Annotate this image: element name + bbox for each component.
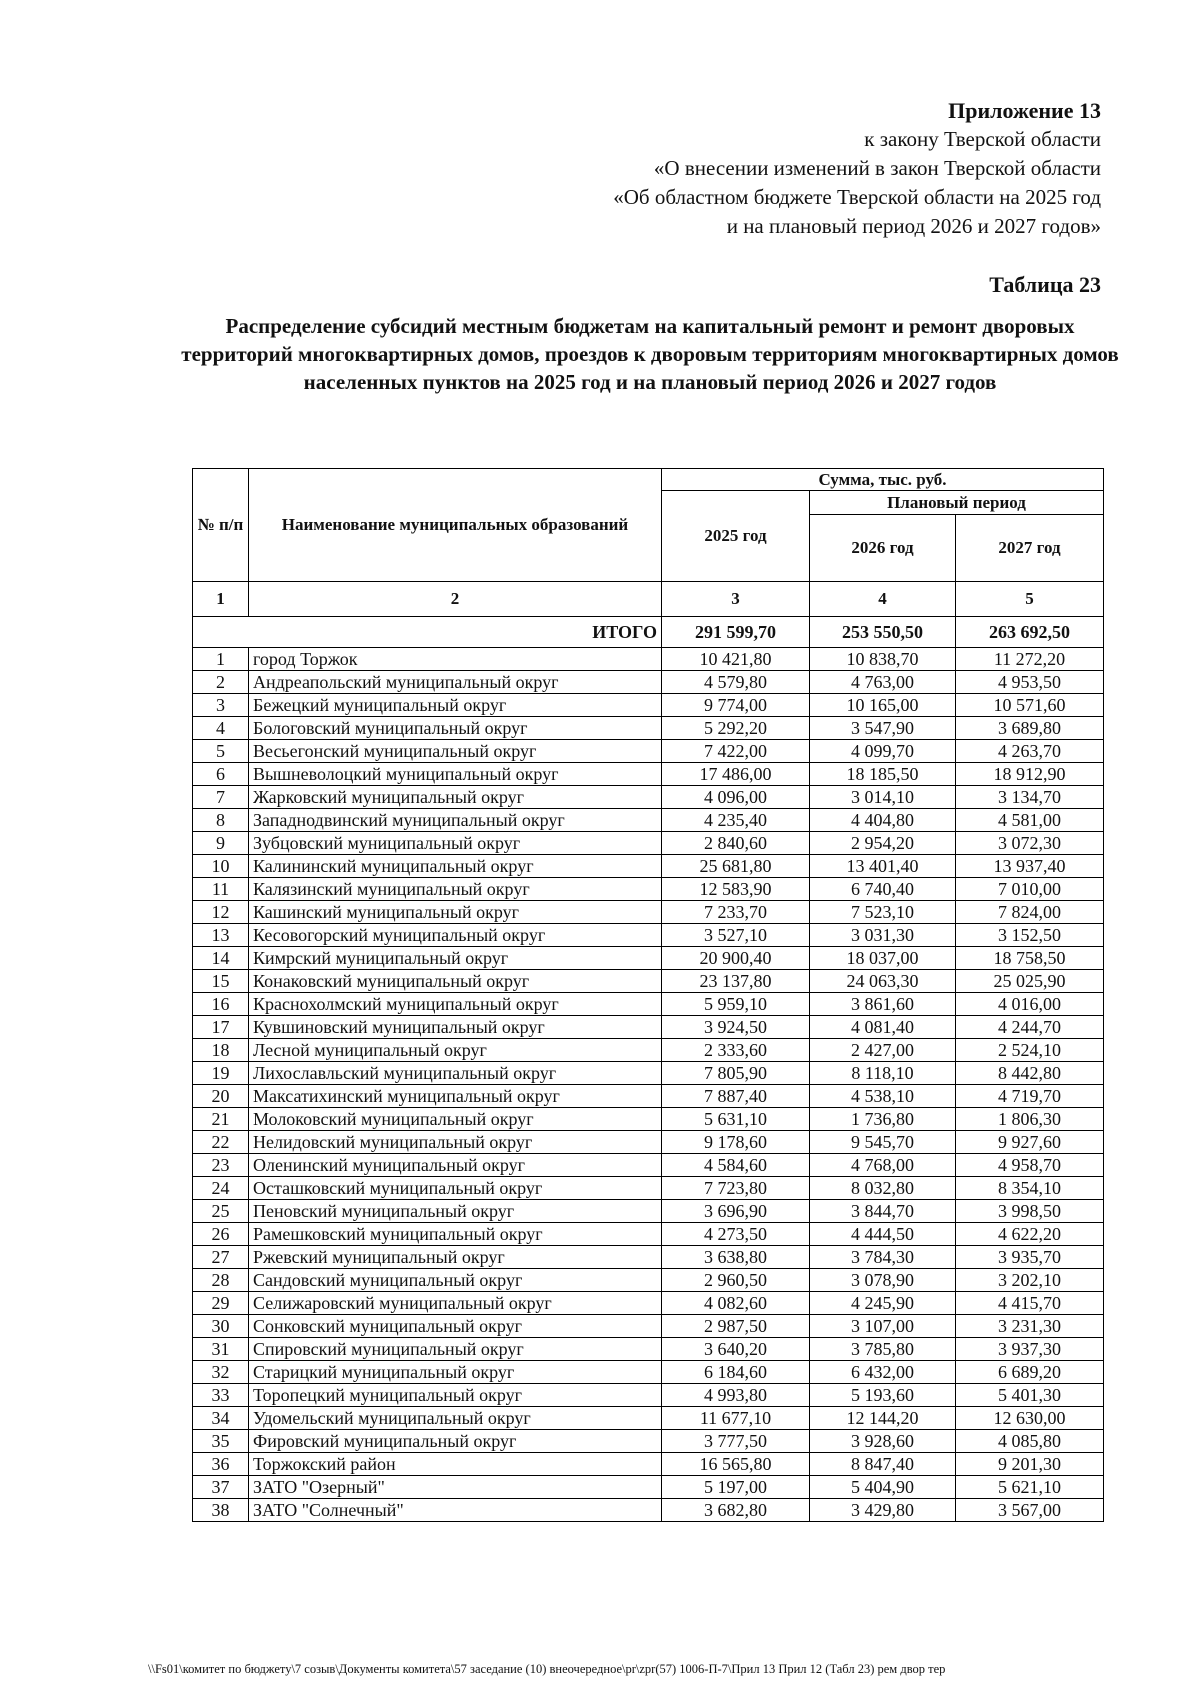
amount-2027: 4 085,80: [956, 1430, 1104, 1453]
table-row: [193, 740, 1104, 763]
amount-2026: 3 928,60: [810, 1430, 956, 1453]
amount-2026: 3 861,60: [810, 993, 956, 1016]
municipality-name: Нелидовский муниципальный округ: [249, 1131, 662, 1154]
amount-2025: 16 565,80: [662, 1453, 810, 1476]
amount-2026: 8 032,80: [810, 1177, 956, 1200]
amount-2027: 5 621,10: [956, 1476, 1104, 1499]
amount-2027: 8 442,80: [956, 1062, 1104, 1085]
table-row: [193, 1315, 1104, 1338]
amount-2026: 2 427,00: [810, 1039, 956, 1062]
table-row: [193, 855, 1104, 878]
appendix-line-3: «Об областном бюджете Тверской области на 2025 год: [613, 185, 1101, 209]
amount-2025: 23 137,80: [662, 970, 810, 993]
municipality-name: Западнодвинский муниципальный округ: [249, 809, 662, 832]
amount-2026: 3 785,80: [810, 1338, 956, 1361]
amount-2026: 3 547,90: [810, 717, 956, 740]
table-row: [193, 648, 1104, 671]
amount-2027: 3 935,70: [956, 1246, 1104, 1269]
table-row: [193, 1430, 1104, 1453]
amount-2026: 4 444,50: [810, 1223, 956, 1246]
amount-2026: 12 144,20: [810, 1407, 956, 1430]
amount-2025: 7 233,70: [662, 901, 810, 924]
row-number: 27: [193, 1246, 249, 1269]
amount-2026: 4 099,70: [810, 740, 956, 763]
table-row: [193, 1177, 1104, 1200]
table-row: [193, 1039, 1104, 1062]
municipality-name: Удомельский муниципальный округ: [249, 1407, 662, 1430]
table-row: [193, 1361, 1104, 1384]
amount-2025: 3 638,80: [662, 1246, 810, 1269]
amount-2025: 3 682,80: [662, 1499, 810, 1522]
municipality-name: Кувшиновский муниципальный округ: [249, 1016, 662, 1039]
row-number: 20: [193, 1085, 249, 1108]
table-row: [193, 1476, 1104, 1499]
table-row: [193, 1154, 1104, 1177]
amount-2027: 3 937,30: [956, 1338, 1104, 1361]
row-number: 10: [193, 855, 249, 878]
amount-2027: 4 016,00: [956, 993, 1104, 1016]
amount-2027: 4 622,20: [956, 1223, 1104, 1246]
amount-2025: 2 960,50: [662, 1269, 810, 1292]
municipality-name: Сандовский муниципальный округ: [249, 1269, 662, 1292]
amount-2027: 8 354,10: [956, 1177, 1104, 1200]
municipality-name: Бологовский муниципальный округ: [249, 717, 662, 740]
amount-2027: 7 010,00: [956, 878, 1104, 901]
municipality-name: Старицкий муниципальный округ: [249, 1361, 662, 1384]
table-row: [193, 1338, 1104, 1361]
table-row: [193, 970, 1104, 993]
amount-2027: 10 571,60: [956, 694, 1104, 717]
amount-2025: 3 777,50: [662, 1430, 810, 1453]
header-plan-period: Плановый период: [810, 491, 1104, 515]
amount-2027: 4 719,70: [956, 1085, 1104, 1108]
amount-2025: 2 840,60: [662, 832, 810, 855]
header-2027: 2027 год: [956, 515, 1104, 582]
column-number: 3: [662, 582, 810, 617]
amount-2027: 6 689,20: [956, 1361, 1104, 1384]
row-number: 25: [193, 1200, 249, 1223]
row-number: 36: [193, 1453, 249, 1476]
total-label: ИТОГО: [193, 617, 662, 648]
municipality-name: Кесовогорский муниципальный округ: [249, 924, 662, 947]
amount-2026: 4 763,00: [810, 671, 956, 694]
amount-2026: 2 954,20: [810, 832, 956, 855]
table-row: [193, 1085, 1104, 1108]
municipality-name: ЗАТО "Солнечный": [249, 1499, 662, 1522]
amount-2026: 3 014,10: [810, 786, 956, 809]
amount-2027: 1 806,30: [956, 1108, 1104, 1131]
amount-2025: 6 184,60: [662, 1361, 810, 1384]
amount-2027: 3 567,00: [956, 1499, 1104, 1522]
amount-2026: 4 538,10: [810, 1085, 956, 1108]
amount-2027: 3 202,10: [956, 1269, 1104, 1292]
amount-2025: 5 197,00: [662, 1476, 810, 1499]
appendix-line-2: «О внесении изменений в закон Тверской области: [653, 156, 1101, 180]
row-number: 11: [193, 878, 249, 901]
appendix-title: Приложение 13: [948, 98, 1101, 123]
amount-2027: 11 272,20: [956, 648, 1104, 671]
row-number: 16: [193, 993, 249, 1016]
amount-2025: 3 696,90: [662, 1200, 810, 1223]
amount-2027: 9 201,30: [956, 1453, 1104, 1476]
amount-2025: 17 486,00: [662, 763, 810, 786]
amount-2025: 4 082,60: [662, 1292, 810, 1315]
table-row: [193, 878, 1104, 901]
header-2025: 2025 год: [662, 491, 810, 582]
municipality-name: Рамешковский муниципальный округ: [249, 1223, 662, 1246]
amount-2027: 4 415,70: [956, 1292, 1104, 1315]
row-number: 26: [193, 1223, 249, 1246]
municipality-name: Зубцовский муниципальный округ: [249, 832, 662, 855]
row-number: 4: [193, 717, 249, 740]
row-number: 19: [193, 1062, 249, 1085]
table-row: [193, 993, 1104, 1016]
table-row: [193, 1246, 1104, 1269]
municipality-name: Калязинский муниципальный округ: [249, 878, 662, 901]
amount-2027: 18 758,50: [956, 947, 1104, 970]
municipality-name: Оленинский муниципальный округ: [249, 1154, 662, 1177]
row-number: 38: [193, 1499, 249, 1522]
amount-2026: 24 063,30: [810, 970, 956, 993]
table-row: [193, 1407, 1104, 1430]
row-number: 21: [193, 1108, 249, 1131]
municipality-name: Бежецкий муниципальный округ: [249, 694, 662, 717]
municipality-name: Лесной муниципальный округ: [249, 1039, 662, 1062]
table-row: [193, 671, 1104, 694]
amount-2026: 18 037,00: [810, 947, 956, 970]
table-row: [193, 1292, 1104, 1315]
amount-2027: 4 581,00: [956, 809, 1104, 832]
table-row: [193, 1062, 1104, 1085]
municipality-name: Андреапольский муниципальный округ: [249, 671, 662, 694]
amount-2027: 3 689,80: [956, 717, 1104, 740]
file-path-footer: \\Fs01\комитет по бюджету\7 созыв\Документы комитета\57 заседание (10) внеочередное\pr\zpr(57) 1006-П-7\Прил 13 Прил 12 (Табл 23) рем двор тер: [148, 1662, 946, 1676]
table-row: [193, 717, 1104, 740]
amount-2025: 7 723,80: [662, 1177, 810, 1200]
header-number: № п/п: [193, 469, 249, 582]
column-number: 1: [193, 582, 249, 617]
amount-2026: 3 078,90: [810, 1269, 956, 1292]
amount-2025: 5 292,20: [662, 717, 810, 740]
row-number: 3: [193, 694, 249, 717]
amount-2025: 4 579,80: [662, 671, 810, 694]
row-number: 12: [193, 901, 249, 924]
municipality-name: Конаковский муниципальный округ: [249, 970, 662, 993]
amount-2025: 3 924,50: [662, 1016, 810, 1039]
municipality-name: Осташковский муниципальный округ: [249, 1177, 662, 1200]
amount-2026: 1 736,80: [810, 1108, 956, 1131]
amount-2025: 7 887,40: [662, 1085, 810, 1108]
row-number: 9: [193, 832, 249, 855]
table-row: [193, 694, 1104, 717]
municipality-name: город Торжок: [249, 648, 662, 671]
amount-2025: 5 631,10: [662, 1108, 810, 1131]
header-sum: Сумма, тыс. руб.: [662, 469, 1104, 491]
amount-2025: 3 527,10: [662, 924, 810, 947]
amount-2027: 3 134,70: [956, 786, 1104, 809]
municipality-name: Лихославльский муниципальный округ: [249, 1062, 662, 1085]
amount-2025: 7 805,90: [662, 1062, 810, 1085]
row-number: 33: [193, 1384, 249, 1407]
amount-2026: 8 118,10: [810, 1062, 956, 1085]
amount-2025: 9 178,60: [662, 1131, 810, 1154]
row-number: 32: [193, 1361, 249, 1384]
table-row: [193, 924, 1104, 947]
amount-2026: 18 185,50: [810, 763, 956, 786]
table-row: [193, 901, 1104, 924]
row-number: 18: [193, 1039, 249, 1062]
total-2026: 253 550,50: [810, 617, 956, 648]
row-number: 14: [193, 947, 249, 970]
municipality-name: Весьегонский муниципальный округ: [249, 740, 662, 763]
municipality-name: Спировский муниципальный округ: [249, 1338, 662, 1361]
document-title: Распределение субсидий местным бюджетам на капитальный ремонт и ремонт дворовых территорий многоквартирных домов, проездов к дворовым территориям многоквартирных домов населенных пунктов на 2025 год и на плановый период 2026 и 2027 годов: [181, 314, 1119, 394]
municipality-name: Кашинский муниципальный округ: [249, 901, 662, 924]
row-number: 5: [193, 740, 249, 763]
amount-2025: 4 993,80: [662, 1384, 810, 1407]
amount-2025: 4 235,40: [662, 809, 810, 832]
amount-2026: 4 404,80: [810, 809, 956, 832]
municipality-name: Максатихинский муниципальный округ: [249, 1085, 662, 1108]
amount-2026: 13 401,40: [810, 855, 956, 878]
municipality-name: Торжокский район: [249, 1453, 662, 1476]
subsidy-table: [192, 468, 1104, 1522]
municipality-name: Сонковский муниципальный округ: [249, 1315, 662, 1338]
row-number: 35: [193, 1430, 249, 1453]
municipality-name: Фировский муниципальный округ: [249, 1430, 662, 1453]
municipality-name: ЗАТО "Озерный": [249, 1476, 662, 1499]
amount-2026: 4 081,40: [810, 1016, 956, 1039]
table-row: [193, 1108, 1104, 1131]
table-body: [193, 648, 1104, 1522]
amount-2025: 25 681,80: [662, 855, 810, 878]
municipality-name: Вышневолоцкий муниципальный округ: [249, 763, 662, 786]
municipality-name: Молоковский муниципальный округ: [249, 1108, 662, 1131]
row-number: 8: [193, 809, 249, 832]
amount-2027: 7 824,00: [956, 901, 1104, 924]
amount-2027: 13 937,40: [956, 855, 1104, 878]
total-2025: 291 599,70: [662, 617, 810, 648]
total-row: [193, 617, 1104, 648]
amount-2026: 5 404,90: [810, 1476, 956, 1499]
municipality-name: Кимрский муниципальный округ: [249, 947, 662, 970]
municipality-name: Селижаровский муниципальный округ: [249, 1292, 662, 1315]
column-number-row: [193, 582, 1104, 617]
amount-2026: 5 193,60: [810, 1384, 956, 1407]
table-row: [193, 809, 1104, 832]
municipality-name: Ржевский муниципальный округ: [249, 1246, 662, 1269]
amount-2026: 10 165,00: [810, 694, 956, 717]
amount-2027: 2 524,10: [956, 1039, 1104, 1062]
table-row: [193, 1384, 1104, 1407]
amount-2026: 6 432,00: [810, 1361, 956, 1384]
row-number: 24: [193, 1177, 249, 1200]
row-number: 6: [193, 763, 249, 786]
table-row: [193, 1269, 1104, 1292]
amount-2025: 11 677,10: [662, 1407, 810, 1430]
amount-2027: 3 152,50: [956, 924, 1104, 947]
amount-2025: 12 583,90: [662, 878, 810, 901]
municipality-name: Жарковский муниципальный округ: [249, 786, 662, 809]
amount-2025: 2 333,60: [662, 1039, 810, 1062]
amount-2025: 9 774,00: [662, 694, 810, 717]
amount-2025: 10 421,80: [662, 648, 810, 671]
table-row: [193, 1453, 1104, 1476]
table-row: [193, 1200, 1104, 1223]
column-number: 5: [956, 582, 1104, 617]
table-row: [193, 1223, 1104, 1246]
amount-2027: 12 630,00: [956, 1407, 1104, 1430]
amount-2026: 3 844,70: [810, 1200, 956, 1223]
amount-2026: 7 523,10: [810, 901, 956, 924]
amount-2025: 20 900,40: [662, 947, 810, 970]
appendix-line-1: к закону Тверской области: [864, 127, 1101, 151]
amount-2025: 4 096,00: [662, 786, 810, 809]
row-number: 34: [193, 1407, 249, 1430]
amount-2025: 2 987,50: [662, 1315, 810, 1338]
amount-2026: 3 107,00: [810, 1315, 956, 1338]
amount-2027: 9 927,60: [956, 1131, 1104, 1154]
row-number: 17: [193, 1016, 249, 1039]
amount-2026: 9 545,70: [810, 1131, 956, 1154]
row-number: 30: [193, 1315, 249, 1338]
header-name: Наименование муниципальных образований: [249, 469, 662, 582]
amount-2027: 3 998,50: [956, 1200, 1104, 1223]
row-number: 15: [193, 970, 249, 993]
municipality-name: Пеновский муниципальный округ: [249, 1200, 662, 1223]
amount-2027: 5 401,30: [956, 1384, 1104, 1407]
amount-2026: 3 784,30: [810, 1246, 956, 1269]
row-number: 23: [193, 1154, 249, 1177]
table-label: Таблица 23: [989, 272, 1101, 297]
amount-2026: 3 031,30: [810, 924, 956, 947]
amount-2027: 4 958,70: [956, 1154, 1104, 1177]
amount-2027: 25 025,90: [956, 970, 1104, 993]
table-row: [193, 947, 1104, 970]
header-2026: 2026 год: [810, 515, 956, 582]
amount-2027: 4 244,70: [956, 1016, 1104, 1039]
column-number: 2: [249, 582, 662, 617]
amount-2026: 4 245,90: [810, 1292, 956, 1315]
total-2027: 263 692,50: [956, 617, 1104, 648]
table-row: [193, 763, 1104, 786]
row-number: 1: [193, 648, 249, 671]
municipality-name: Краснохолмский муниципальный округ: [249, 993, 662, 1016]
amount-2026: 8 847,40: [810, 1453, 956, 1476]
amount-2026: 10 838,70: [810, 648, 956, 671]
row-number: 22: [193, 1131, 249, 1154]
table-row: [193, 786, 1104, 809]
appendix-line-4: и на плановый период 2026 и 2027 годов»: [726, 214, 1101, 238]
amount-2026: 3 429,80: [810, 1499, 956, 1522]
amount-2027: 3 072,30: [956, 832, 1104, 855]
table-row: [193, 1016, 1104, 1039]
amount-2026: 4 768,00: [810, 1154, 956, 1177]
row-number: 28: [193, 1269, 249, 1292]
amount-2027: 3 231,30: [956, 1315, 1104, 1338]
row-number: 7: [193, 786, 249, 809]
amount-2025: 7 422,00: [662, 740, 810, 763]
amount-2027: 4 953,50: [956, 671, 1104, 694]
row-number: 37: [193, 1476, 249, 1499]
municipality-name: Калининский муниципальный округ: [249, 855, 662, 878]
amount-2025: 5 959,10: [662, 993, 810, 1016]
table-row: [193, 832, 1104, 855]
amount-2025: 3 640,20: [662, 1338, 810, 1361]
table-row: [193, 1499, 1104, 1522]
amount-2025: 4 273,50: [662, 1223, 810, 1246]
amount-2025: 4 584,60: [662, 1154, 810, 1177]
appendix-header: [613, 96, 1101, 241]
row-number: 2: [193, 671, 249, 694]
row-number: 13: [193, 924, 249, 947]
table-row: [193, 1131, 1104, 1154]
amount-2027: 4 263,70: [956, 740, 1104, 763]
amount-2027: 18 912,90: [956, 763, 1104, 786]
amount-2026: 6 740,40: [810, 878, 956, 901]
municipality-name: Торопецкий муниципальный округ: [249, 1384, 662, 1407]
row-number: 31: [193, 1338, 249, 1361]
column-number: 4: [810, 582, 956, 617]
row-number: 29: [193, 1292, 249, 1315]
